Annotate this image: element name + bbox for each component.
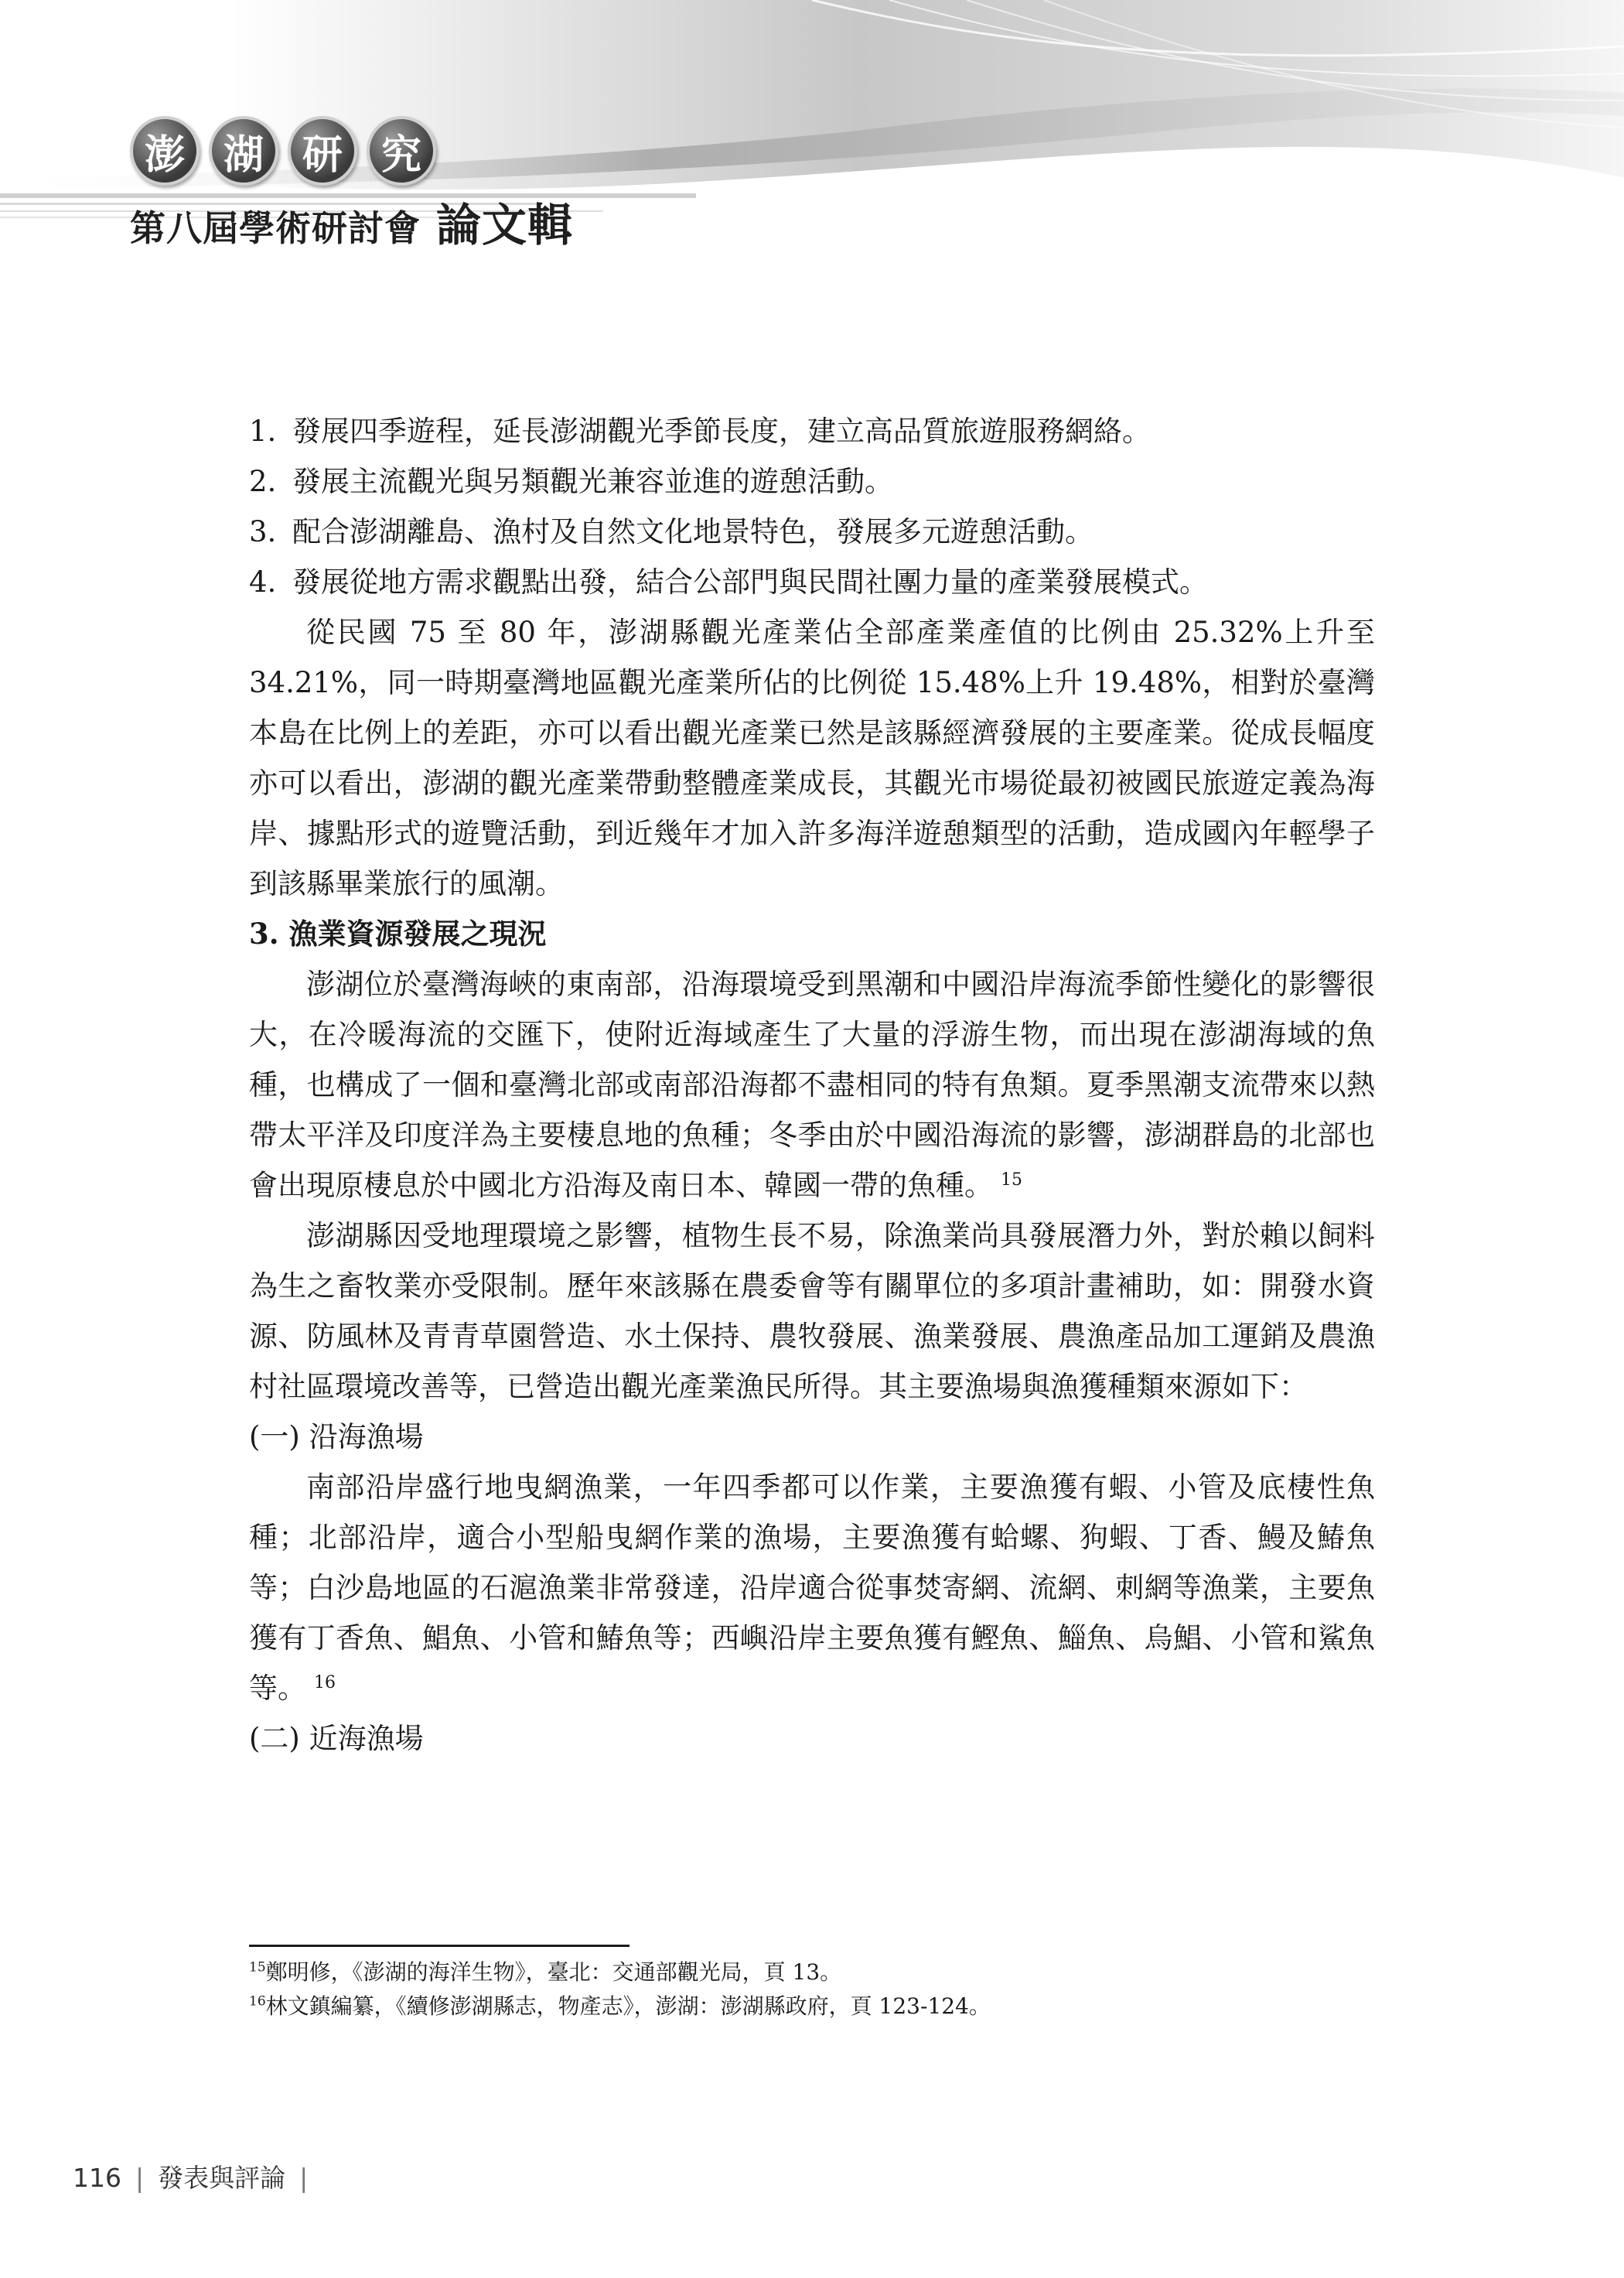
conference-name: 第八屆學術研討會	[130, 207, 421, 249]
footer-section: 發表與評論	[158, 2163, 286, 2193]
list-item: 4. 發展從地方需求觀點出發，結合公部門與民間社團力量的產業發展模式。	[249, 565, 1208, 599]
paragraph-agriculture: 澎湖縣因受地理環境之影響，植物生長不易，除漁業尚具發展潛力外，對於賴以飼料為生之畜牧業亦受限制。歷年來該縣在農委會等有關單位的多項計畫補助，如：開發水資源、防風林及青青草園營造、水土保持、農牧發展、漁業發展、農漁產品加工運銷及農漁村社區環境改善等，已營造出觀光產業漁民所得。其主要漁場與漁獲種類來源如下：	[249, 1219, 1375, 1403]
list-item: 1. 發展四季遊程，延長澎湖觀光季節長度，建立高品質旅遊服務網絡。	[249, 415, 1151, 448]
proceedings-title: 論文輯	[436, 199, 574, 251]
footer-separator: |	[135, 2163, 145, 2193]
section-heading: 3. 漁業資源發展之現況	[249, 917, 547, 951]
paragraph-tourism-growth: 從民國 75 至 80 年，澎湖縣觀光產業佔全部產業產值的比例由 25.32%上升至 34.21%，同一時期臺灣地區觀光產業所佔的比例從 15.48%上升 19.48%，相對於臺灣本島在比例上的差距，亦可以看出觀光產業已然是該縣經濟發展的主要產業。從成長幅度亦可以看出，澎湖的觀光產業帶動整體產業成長，其觀光市場從最初被國民旅遊定義為海岸、據點形式的遊覽活動，到近幾年才加入許多海洋遊憩類型的活動，造成國內年輕學子到該縣畢業旅行的風潮。	[249, 616, 1375, 900]
footnote-item: $^{15}$鄭明修，《澎湖的海洋生物》，臺北：交通部觀光局，頁 13。	[249, 1959, 842, 1985]
paragraph-coastal-fishery: 南部沿岸盛行地曳網漁業，一年四季都可以作業，主要漁獲有蝦、小管及底棲性魚種；北部沿岸，適合小型船曳網作業的漁場，主要漁獲有蛤螺、狗蝦、丁香、鰻及鰆魚等；白沙島地區的石滬漁業非常發達，沿岸適合從事焚寄網、流網、刺網等漁業，主要魚獲有丁香魚、鯧魚、小管和鰆魚等；西嶼沿岸主要魚獲有鰹魚、鯔魚、烏鯧、小管和鯊魚等。 $^{16}$	[249, 1470, 1375, 1705]
logo-char: 湖	[209, 116, 278, 186]
conference-title	[130, 189, 573, 254]
list-item: 2. 發展主流觀光與另類觀光兼容並進的遊憩活動。	[249, 465, 893, 498]
page-number: 116	[73, 2163, 121, 2193]
logo-char: 澎	[130, 116, 200, 186]
list-item: 3. 配合澎湖離島、漁村及自然文化地景特色，發展多元遊憩活動。	[249, 515, 1093, 548]
subheading-offshore: (二) 近海漁場	[249, 1722, 424, 1755]
footnote-divider	[249, 1945, 629, 1947]
page-footer	[73, 2158, 322, 2194]
footnote-ref: 15	[1001, 1170, 1022, 1190]
footer-separator: |	[299, 2163, 309, 2193]
logo-char: 研	[288, 116, 357, 186]
subheading-coastal: (一) 沿海漁場	[249, 1420, 424, 1453]
article-body	[249, 406, 1375, 1764]
footnote-item: $^{16}$林文鎮編纂，《續修澎湖縣志，物產志》，澎湖：澎湖縣政府，頁 123-124。	[249, 1993, 991, 2019]
footnotes	[249, 1955, 991, 2024]
journal-logo	[130, 116, 436, 186]
footnote-ref: 16	[314, 1672, 336, 1692]
paragraph-fish-species: 澎湖位於臺灣海峽的東南部，沿海環境受到黑潮和中國沿岸海流季節性變化的影響很大，在冷暖海流的交匯下，使附近海域產生了大量的浮游生物，而出現在澎湖海域的魚種，也構成了一個和臺灣北部或南部沿海都不盡相同的特有魚類。夏季黑潮支流帶來以熱帶太平洋及印度洋為主要棲息地的魚種；冬季由於中國沿海流的影響，澎湖群島的北部也會出現原棲息於中國北方沿海及南日本、韓國一帶的魚種。 $^{15}$	[249, 968, 1375, 1202]
logo-char: 究	[367, 116, 436, 186]
